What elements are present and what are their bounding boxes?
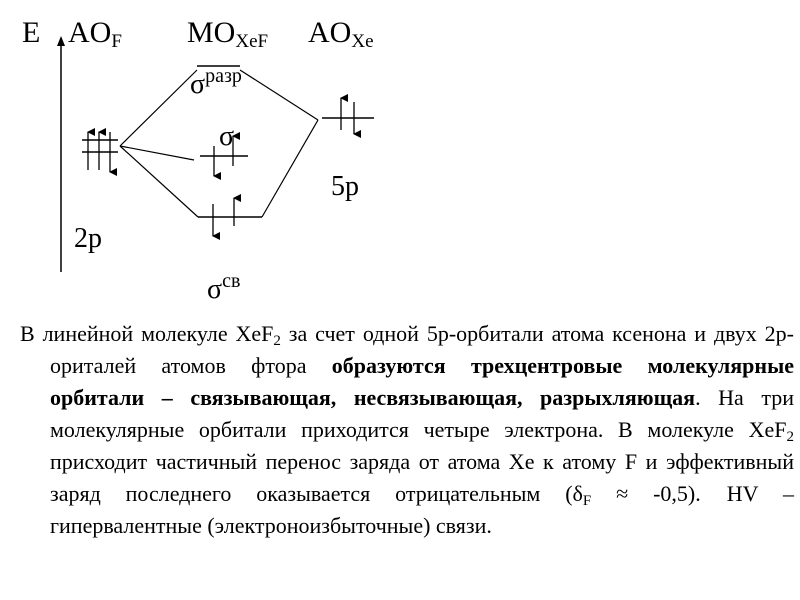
line-f-to-bonding <box>120 146 198 217</box>
text-part: ≈ -0,5). <box>591 481 701 506</box>
text-part: за счет одной 5p-орбитали атома ксенона и двух 2p-ориталей атомов фтора <box>50 321 795 378</box>
mo-xef-label: $MO_{XeF}$ <box>187 16 269 52</box>
f-2p-label: 2p <box>74 223 102 254</box>
xe-5p-label: 5p <box>331 171 359 202</box>
line-xe-to-antibonding <box>240 70 318 120</box>
ao-xe-label: $AO_{Xe}$ <box>308 16 374 52</box>
line-f-to-nonbonding <box>120 146 194 160</box>
xe-5p-level <box>322 98 374 134</box>
subscript: F <box>582 493 592 509</box>
text-part: присходит частичный перенос заряда от атома Xe к атому F и эффективный заряд последнего оказывается отрицательным ( <box>50 449 794 506</box>
subscript: 2 <box>786 429 794 445</box>
ao-f-label: $AO_F$ <box>68 16 122 52</box>
bonding-level <box>198 198 262 236</box>
energy-axis-arrowhead <box>57 36 65 46</box>
bold-text: образуются трехцентровые молекулярные орбитали – связывающая, несвязывающая, разрыхляющая <box>50 353 795 410</box>
text-part: В линейной молекуле XeF <box>20 321 274 346</box>
line-f-to-antibonding <box>120 70 197 146</box>
antibonding-label: $\sigma^{разр}$ <box>190 65 242 100</box>
energy-axis-label: E <box>22 16 41 49</box>
delta-symbol: δ <box>572 481 583 506</box>
bonding-label: $\sigma^{св}$ <box>207 270 241 305</box>
explanation-paragraph <box>20 318 794 542</box>
subscript: 2 <box>273 333 281 349</box>
nonbonding-label: σ <box>219 121 235 152</box>
f-2p-levels <box>82 132 118 172</box>
hv-note: HV – гипервалентные (электроноизбыточные) связи. <box>50 481 794 538</box>
line-xe-to-bonding <box>262 120 318 217</box>
text-part: . На три молекулярные орбитали приходится четыре электрона. В молекуле XeF <box>50 385 794 442</box>
